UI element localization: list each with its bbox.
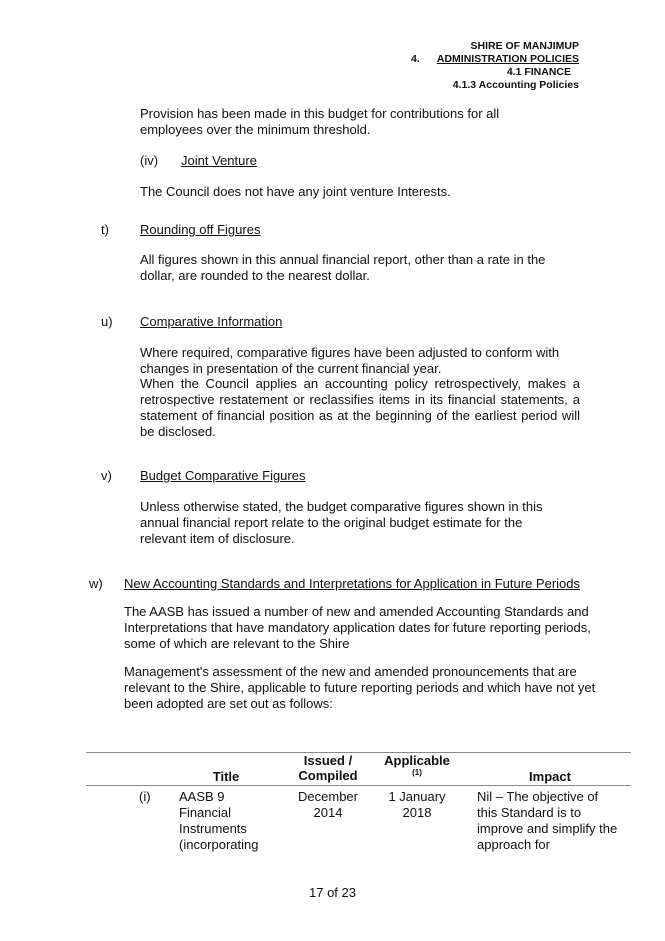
applicable-footnote-ref: (1) — [412, 768, 422, 777]
w-paragraph-1: The AASB has issued a number of new and amended Accounting Standards and Interpretations that have mandatory application dates for future reporting periods, some of which are relevant to the Shire — [124, 604, 591, 651]
header-section — [411, 53, 579, 66]
document-header — [411, 40, 579, 92]
t-marker: t) — [101, 222, 109, 237]
col-header-issued: Issued / Compiled — [298, 753, 358, 783]
col-header-applicable: Applicable (1) — [378, 753, 456, 778]
w-marker: w) — [89, 576, 103, 591]
w-heading: New Accounting Standards and Interpretations for Application in Future Periods — [124, 576, 580, 591]
page-number: 17 of 23 — [309, 885, 356, 900]
row-issued: December 2014 — [298, 789, 358, 820]
table-header-rule — [86, 785, 631, 786]
row-title: AASB 9 Financial Instruments (incorporating — [179, 789, 259, 852]
jv-paragraph: The Council does not have any joint venture Interests. — [140, 184, 451, 199]
header-org: SHIRE OF MANJIMUP — [470, 40, 579, 52]
v-marker: v) — [101, 468, 112, 483]
row-applicable: 1 January 2018 — [388, 789, 446, 820]
t-heading: Rounding off Figures — [140, 222, 261, 237]
u-paragraph-2: When the Council applies an accounting policy retrospectively, makes a retrospective restatement or reclassifies items in its financial statements, a statement of financial position as at the beginning of the earliest period will be disclosed. — [140, 376, 580, 439]
col-header-impact: Impact — [529, 769, 571, 784]
v-heading: Budget Comparative Figures — [140, 468, 306, 483]
u-paragraph-1: Where required, comparative figures have been adjusted to conform with changes in presentation of the current financial year. — [140, 345, 560, 376]
header-subsection: 4.1 FINANCE — [506, 66, 571, 78]
u-marker: u) — [101, 314, 113, 329]
row-number: (i) — [139, 789, 151, 804]
header-section-num: 4. — [410, 53, 420, 65]
jv-heading: Joint Venture — [181, 153, 257, 168]
v-paragraph: Unless otherwise stated, the budget comparative figures shown in this annual financial report relate to the original budget estimate for the relevant item of disclosure. — [140, 499, 543, 546]
provision-paragraph: Provision has been made in this budget for contributions for all employees over the minimum threshold. — [140, 106, 500, 137]
header-policy: 4.1.3 Accounting Policies — [452, 79, 579, 91]
w-paragraph-2: Management's assessment of the new and amended pronouncements that are relevant to the Shire, applicable to future reporting periods and which have not yet been adopted are set out as follows: — [124, 664, 596, 711]
header-section-title: ADMINISTRATION POLICIES — [436, 53, 579, 65]
u-heading: Comparative Information — [140, 314, 283, 329]
jv-marker: (iv) — [140, 153, 159, 168]
t-paragraph: All figures shown in this annual financial report, other than a rate in the dollar, are rounded to the nearest dollar. — [140, 252, 546, 283]
col-header-title: Title — [212, 769, 240, 784]
row-impact: Nil – The objective of this Standard is to improve and simplify the approach for — [477, 789, 618, 852]
